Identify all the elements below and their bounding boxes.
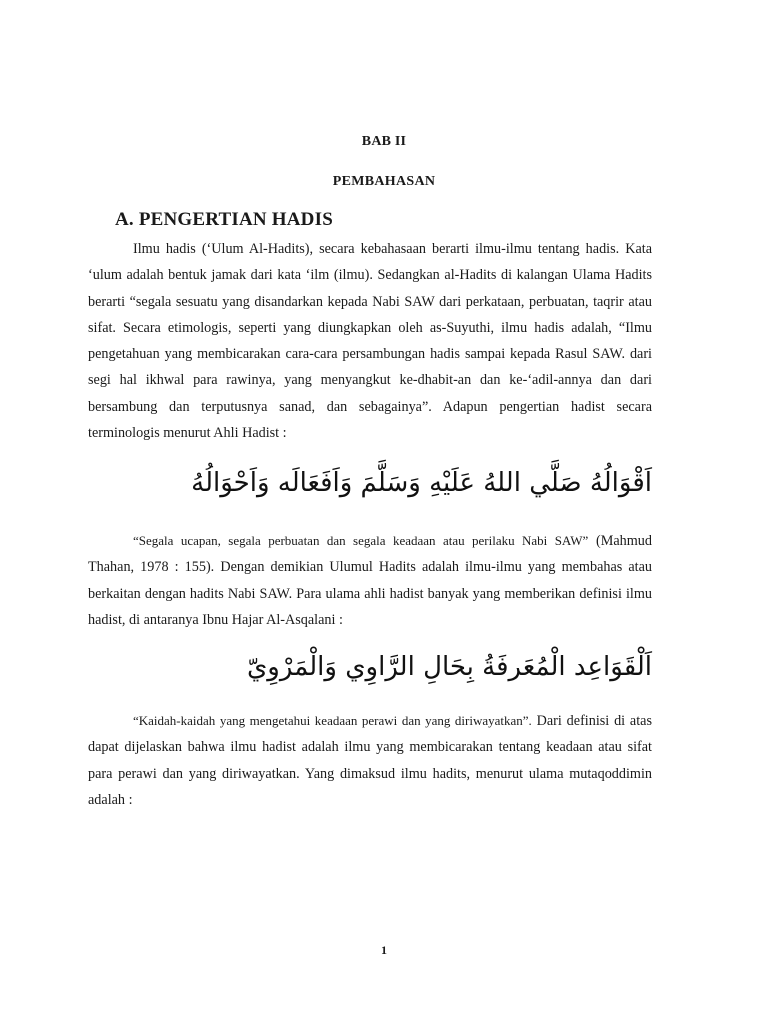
arabic-quote-ibnu-hajar: اَلْقَوَاعِد الْمُعَرفَةُ بِحَالِ الرَّاوِي وَالْمَرْوِيّ (246, 652, 652, 682)
paragraph-text: Dari definisi di atas dapat dijelaskan bahwa ilmu hadist adalah ilmu yang membicarakan tentang keadaan atau sifat para perawi dan yang diriwayatkan. Yang dimaksud ilmu hadits, menurut ulama mutaqoddimin adalah : (88, 713, 652, 808)
page-number: 1 (381, 943, 387, 957)
paragraph-translation (88, 528, 652, 633)
section-heading: A. PENGERTIAN HADIS (115, 209, 333, 230)
translation-quote: “Segala ucapan, segala perbuatan dan segala keadaan atau perilaku Nabi SAW” (133, 533, 589, 548)
paragraph-explanation (88, 708, 652, 813)
paragraph-text: (Mahmud Thahan, 1978 : 155). Dengan demikian Ulumul Hadits adalah ilmu-ilmu yang membahas atau berkaitan dengan hadits Nabi SAW. Para ulama ahli hadist banyak yang memberikan definisi ilmu hadist, di antaranya Ibnu Hajar Al-Asqalani : (88, 533, 652, 628)
translation-quote: “Kaidah-kaidah yang mengetahui keadaan perawi dan yang diriwayatkan”. (133, 713, 532, 728)
chapter-subtitle: PEMBAHASAN (332, 174, 436, 189)
arabic-quote-hadith-definition: اَقْوَالُهُ صَلَّي اللهُ عَلَيْهِ وَسَلَّمَ وَاَفَعَالَه وَاَحْوَالُهُ (191, 468, 652, 498)
paragraph-definition (88, 236, 652, 446)
chapter-title: BAB II (361, 134, 407, 149)
paragraph-text: Ilmu hadis (‘Ulum Al-Hadits), secara kebahasaan berarti ilmu-ilmu tentang hadis. Kata ‘ulum adalah bentuk jamak dari kata ‘ilm (ilmu). Sedangkan al-Hadits di kalangan Ulama Hadits berarti “segala sesuatu yang disandarkan kepada Nabi SAW dari perkataan, perbuatan, taqrir atau sifat. Secara etimologis, seperti yang diungkapkan oleh as-Suyuthi, ilmu hadis adalah, “Ilmu pengetahuan yang membicarakan cara-cara persambungan hadis sampai kepada Rasul SAW. dari segi hal ikhwal para rawinya, yang menyangkut ke-dhabit-an dan ke-‘adil-annya dan dari bersambung dan terputusnya sanad, dan sebagainya”. Adapun pengertian hadist secara terminologis menurut Ahli Hadist : (88, 241, 652, 442)
